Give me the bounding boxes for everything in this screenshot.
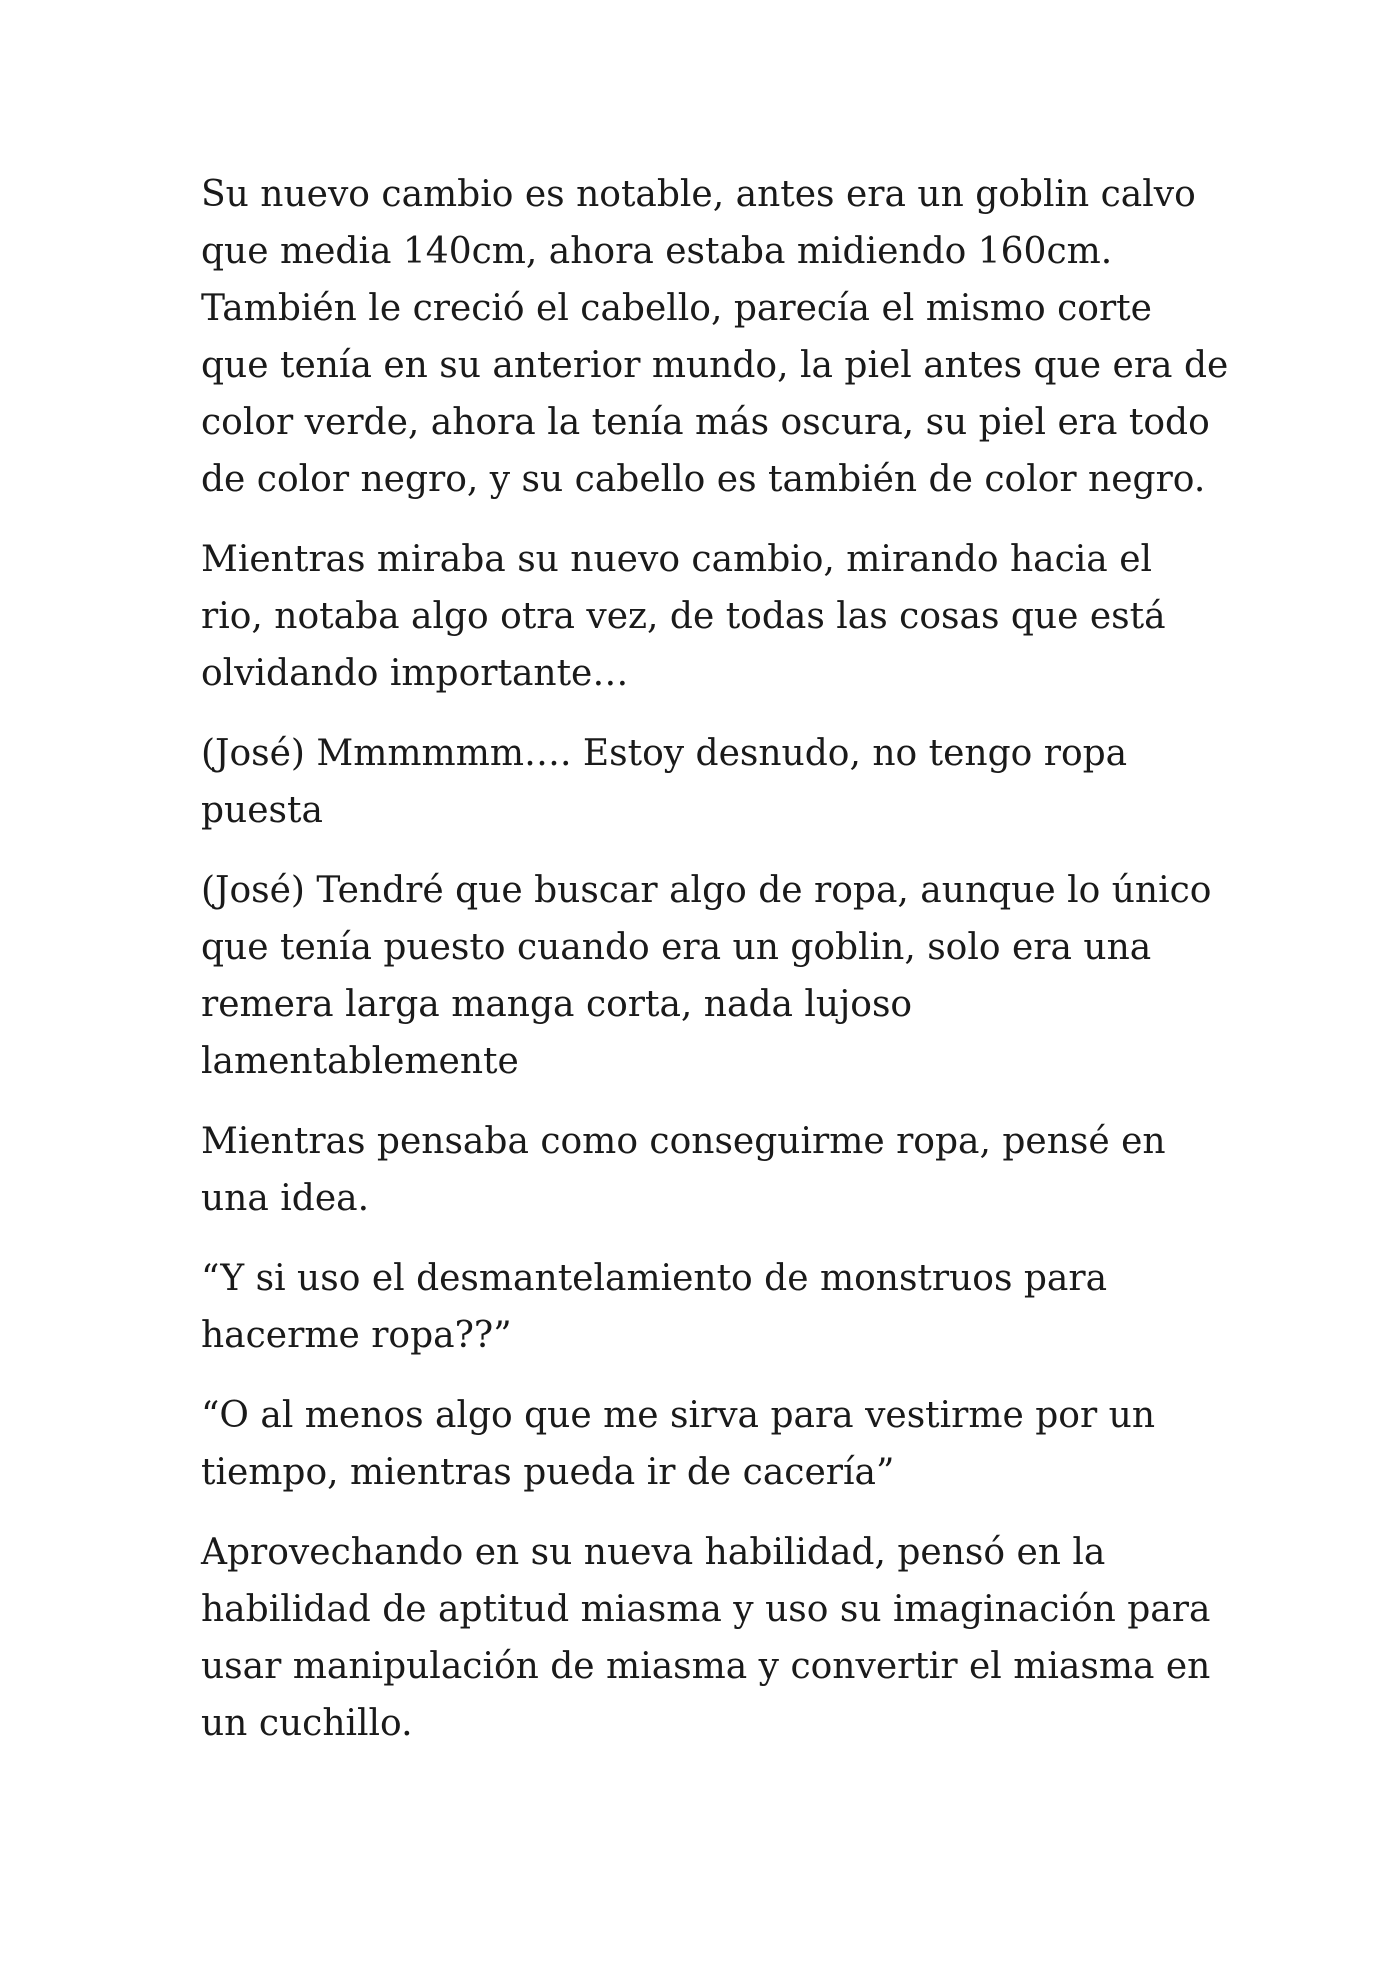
text-line: usar manipulación de miasma y convertir el miasma en [201, 1646, 1211, 1687]
paragraph [201, 862, 1211, 1090]
text-line: un cuchillo. [201, 1703, 413, 1744]
text-line: que media 140cm, ahora estaba midiendo 160cm. [201, 231, 1113, 272]
text-line: de color negro, y su cabello es también de color negro. [201, 459, 1206, 500]
paragraph [201, 166, 1229, 508]
text-line: Aprovechando en su nueva habilidad, pensó en la [201, 1532, 1106, 1573]
paragraph [201, 1524, 1211, 1752]
text-line: “Y si uso el desmantelamiento de monstruos para [201, 1258, 1108, 1299]
text-line: puesta [201, 790, 323, 831]
text-line: hacerme ropa??” [201, 1315, 512, 1356]
text-line: Mientras pensaba como conseguirme ropa, pensé en [201, 1121, 1166, 1162]
text-line: Mientras miraba su nuevo cambio, mirando hacia el [201, 539, 1153, 580]
text-line: color verde, ahora la tenía más oscura, su piel era todo [201, 402, 1210, 443]
text-line: que tenía puesto cuando era un goblin, solo era una [201, 927, 1152, 968]
text-line: lamentablemente [201, 1041, 519, 1082]
text-line: que tenía en su anterior mundo, la piel antes que era de [201, 345, 1229, 386]
text-line: una idea. [201, 1178, 370, 1219]
text-line: tiempo, mientras pueda ir de cacería” [201, 1452, 895, 1493]
text-line: remera larga manga corta, nada lujoso [201, 984, 913, 1025]
text-line: Su nuevo cambio es notable, antes era un goblin calvo [201, 174, 1196, 215]
paragraph [201, 1250, 1211, 1364]
paragraph [201, 1113, 1211, 1227]
text-line: habilidad de aptitud miasma y uso su imaginación para [201, 1589, 1211, 1630]
text-line: rio, notaba algo otra vez, de todas las cosas que está [201, 596, 1166, 637]
paragraph [201, 725, 1211, 839]
paragraph [201, 531, 1211, 702]
paragraph [201, 1387, 1211, 1501]
document-body [201, 166, 1229, 1775]
text-line: “O al menos algo que me sirva para vestirme por un [201, 1395, 1155, 1436]
text-line: olvidando importante… [201, 653, 629, 694]
text-line: También le creció el cabello, parecía el mismo corte [201, 288, 1152, 329]
text-line: (José) Tendré que buscar algo de ropa, aunque lo único [201, 870, 1212, 911]
text-line: (José) Mmmmmm…. Estoy desnudo, no tengo ropa [201, 733, 1128, 774]
